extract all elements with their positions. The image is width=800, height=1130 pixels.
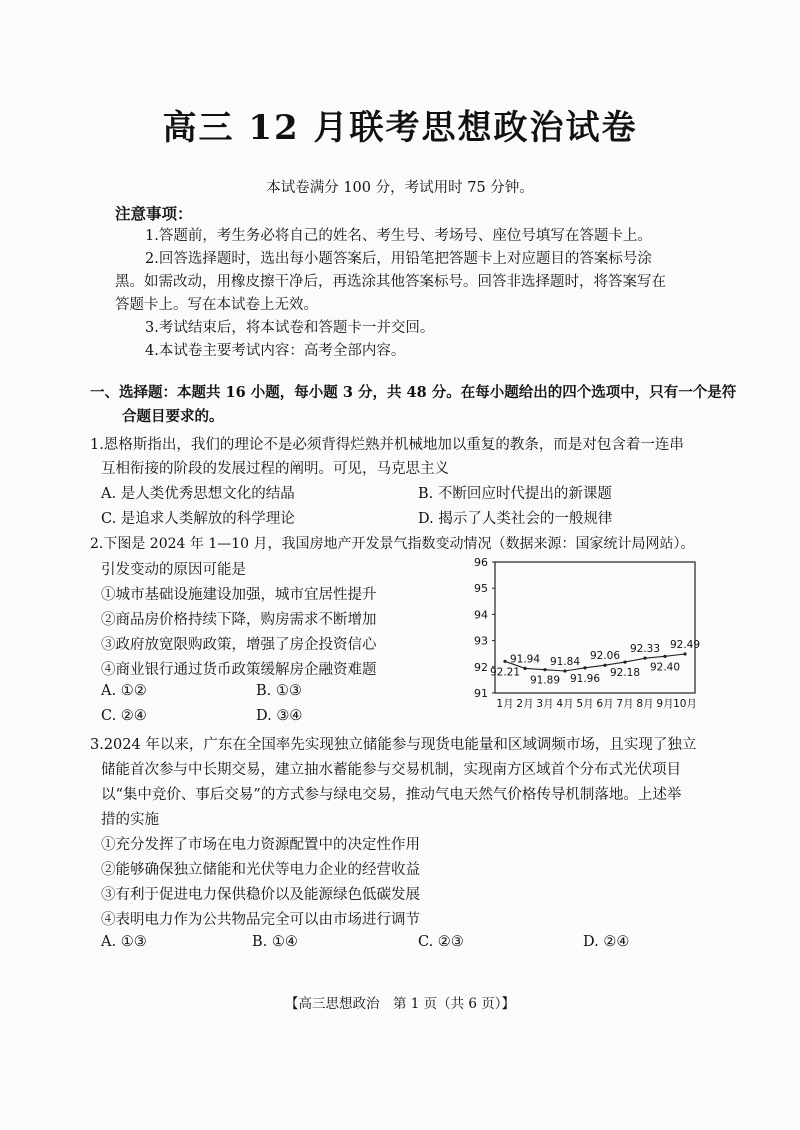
x-tick-label: 2月	[516, 698, 534, 710]
q1-option-b: B. 不断回应时代提出的新课题	[418, 486, 612, 502]
x-axis	[496, 698, 697, 710]
y-axis	[474, 556, 495, 700]
data-label: 92.18	[609, 667, 641, 680]
q2-item: ②商品房价格持续下降，购房需求不断增加	[101, 612, 377, 628]
data-label: 92.40	[649, 661, 681, 674]
data-point	[623, 660, 626, 663]
notice-line: 4.本试卷主要考试内容：高考全部内容。	[145, 343, 406, 359]
q2-item: ①城市基础设施建设加强，城市宜居性提升	[101, 587, 377, 603]
y-tick-label: 92	[474, 660, 488, 674]
q3-option-b: B. ①④	[252, 934, 298, 950]
notice-line: 2.回答选择题时，选出每小题答案后，用铅笔把答题卡上对应题目的答案标号涂	[145, 251, 652, 267]
q3-stem: 储能首次参与中长期交易，建立抽水蓄能参与交易机制，实现南方区域首个分布式光伏项目	[101, 762, 681, 778]
exam-info: 本试卷满分 100 分，考试用时 75 分钟。	[266, 180, 534, 196]
q2-option-b: B. ①③	[256, 683, 302, 699]
data-point	[523, 667, 526, 670]
x-tick-label: 6月	[596, 698, 614, 710]
y-tick-label: 91	[474, 687, 488, 700]
section-heading-cont: 合题目要求的。	[122, 408, 224, 425]
q3-stem: 3.2024 年以来，广东在全国率先实现独立储能参与现货电能量和区域调频市场，且实现了独立	[90, 737, 697, 753]
data-point	[663, 655, 666, 658]
q1-stem: 互相衔接的阶段的发展过程的阐明。可见，马克思主义	[101, 461, 449, 477]
x-tick-label: 5月	[576, 698, 594, 710]
data-label: 92.33	[629, 643, 661, 656]
data-point	[643, 657, 646, 660]
data-point	[603, 664, 606, 667]
q2-option-a: A. ①②	[101, 683, 147, 699]
q3-item: ③有利于促进电力保供稳价以及能源绿色低碳发展	[101, 887, 420, 903]
q2-option-d: D. ③④	[256, 708, 303, 724]
y-tick-label: 93	[474, 634, 488, 648]
q3-item: ④表明电力作为公共物品完全可以由市场进行调节	[101, 912, 420, 928]
q1-option-d: D. 揭示了人类社会的一般规律	[418, 511, 613, 527]
notice-line: 3.考试结束后，将本试卷和答题卡一并交回。	[145, 320, 435, 336]
data-label: 91.94	[509, 653, 541, 666]
q2-option-c: C. ②④	[101, 708, 147, 724]
housing-index-chart	[455, 552, 705, 712]
q3-option-a: A. ①③	[101, 934, 147, 950]
data-point	[583, 666, 586, 669]
x-tick-label: 3月	[536, 698, 554, 710]
q2-item: ③政府放宽限购政策，增强了房企投资信心	[101, 637, 377, 653]
data-label: 92.49	[669, 638, 701, 651]
notice-line: 答题卡上。写在本试卷上无效。	[115, 297, 318, 313]
notice-line: 黑。如需改动，用橡皮擦干净后，再选涂其他答案标号。回答非选择题时，将答案写在	[115, 274, 666, 290]
x-tick-label: 1月	[496, 698, 514, 710]
notice-heading: 注意事项：	[115, 204, 193, 223]
q2-item: ④商业银行通过货币政策缓解房企融资难题	[101, 662, 377, 678]
notice-line: 1.答题前，考生务必将自己的姓名、考生号、考场号、座位号填写在答题卡上。	[145, 228, 652, 244]
q2-stem: 2.下图是 2024 年 1—10 月，我国房地产开发景气指数变动情况（数据来源：国家统计局网站）。	[90, 536, 695, 552]
data-point	[683, 652, 686, 655]
x-tick-label: 4月	[556, 698, 574, 710]
x-tick-label: 10月	[673, 698, 697, 710]
data-label: 91.89	[529, 674, 561, 687]
page-title: 高三 12 月联考思想政治试卷	[162, 108, 638, 148]
q3-item: ②能够确保独立储能和光伏等电力企业的经营收益	[101, 862, 420, 878]
data-label: 92.06	[589, 650, 621, 663]
data-label: 91.84	[549, 655, 581, 668]
q2-stem: 引发变动的原因可能是	[101, 562, 246, 578]
q1-option-a: A. 是人类优秀思想文化的结晶	[101, 486, 295, 502]
x-tick-label: 8月	[636, 698, 654, 710]
q1-stem: 1.恩格斯指出，我们的理论不是必须背得烂熟并机械地加以重复的教条，而是对包含着一连串	[90, 437, 684, 453]
x-tick-label: 7月	[616, 698, 634, 710]
q3-option-d: D. ②④	[583, 934, 630, 950]
data-point	[543, 668, 546, 671]
data-label: 91.96	[569, 672, 601, 685]
y-tick-label: 96	[474, 556, 488, 569]
y-tick-label: 95	[474, 582, 488, 596]
q3-stem: 以“集中竞价、事后交易”的方式参与绿电交易，推动气电天然气价格传导机制落地。上述举	[101, 787, 682, 803]
data-labels	[490, 639, 700, 687]
q3-option-c: C. ②③	[418, 934, 464, 950]
section-heading: 一、选择题：本题共 16 小题，每小题 3 分，共 48 分。在每小题给出的四个选项中，只有一个是符	[90, 384, 737, 401]
page-footer: 【高三思想政治 第 1 页（共 6 页）】	[284, 996, 516, 1012]
data-label: 92.21	[489, 666, 521, 679]
q3-item: ①充分发挥了市场在电力资源配置中的决定性作用	[101, 837, 420, 853]
data-point	[503, 660, 506, 663]
x-tick-label: 9月	[656, 698, 674, 710]
y-tick-label: 94	[474, 608, 488, 622]
q1-option-c: C. 是追求人类解放的科学理论	[101, 511, 295, 527]
q3-stem: 措的实施	[101, 812, 159, 828]
data-point	[563, 669, 566, 672]
